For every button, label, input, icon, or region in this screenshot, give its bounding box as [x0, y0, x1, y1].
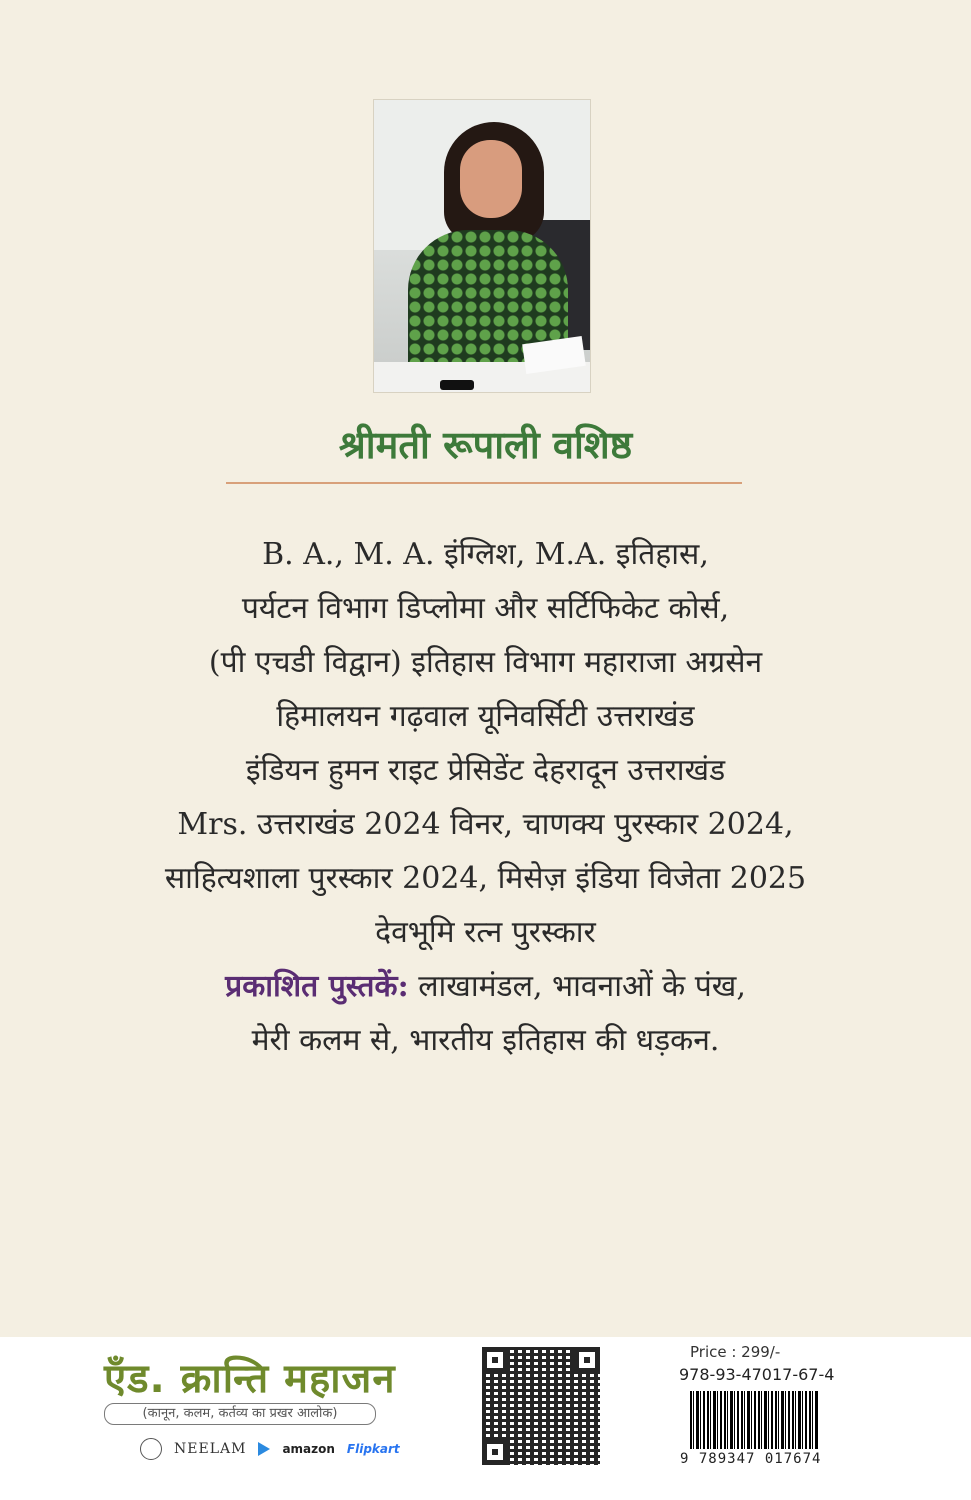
name-divider	[226, 482, 742, 484]
bio-line: पर्यटन विभाग डिप्लोमा और सर्टिफिकेट कोर्स,	[241, 591, 730, 626]
books-line-1	[40, 960, 931, 1014]
bio-line: देवभूमि रत्न पुरस्कार	[375, 915, 596, 950]
barcode	[690, 1391, 818, 1449]
qr-finder	[482, 1439, 508, 1465]
barcode-number: 9 789347 017674	[680, 1451, 822, 1467]
isbn-label: 978-93-47017-67-4	[679, 1365, 835, 1384]
bio-line: Mrs. उत्तराखंड 2024 विनर, चाणक्य पुरस्कार 2024,	[177, 807, 794, 842]
amazon-logo: amazon	[282, 1442, 335, 1456]
books-label: प्रकाशित पुस्तकें:	[225, 969, 409, 1004]
author-photo	[374, 100, 590, 392]
books-line-2: मेरी कलम से, भारतीय इतिहास की धड़कन.	[251, 1023, 720, 1058]
back-cover-footer	[0, 1337, 971, 1500]
publisher-logo: NEELAM	[174, 1441, 247, 1457]
qr-code	[482, 1347, 600, 1465]
price-label: Price : 299/-	[690, 1343, 781, 1361]
bio-line: B. A., M. A. इंग्लिश, M.A. इतिहास,	[262, 537, 709, 572]
qr-finder	[482, 1347, 508, 1373]
bio-line: इंडियन हुमन राइट प्रेसिडेंट देहरादून उत्तराखंड	[245, 753, 726, 788]
brand-tagline: (कानून, कलम, कर्तव्य का प्रखर आलोक)	[104, 1403, 376, 1425]
books-list-1: लाखामंडल, भावनाओं के पंख,	[408, 969, 746, 1004]
bio-line: (पी एचडी विद्वान) इतिहास विभाग महाराजा अग्रसेन	[208, 645, 763, 680]
qr-finder	[574, 1347, 600, 1373]
retailer-logos	[140, 1437, 400, 1461]
flipkart-logo: Flipkart	[346, 1442, 400, 1456]
brand-logo: एँड. क्रान्ति महाजन	[104, 1356, 396, 1402]
author-bio	[40, 528, 931, 1068]
author-name: श्रीमती रूपाली वशिष्ठ	[338, 422, 633, 467]
photo-phone	[440, 380, 474, 390]
seal-icon	[140, 1438, 162, 1460]
play-store-icon	[258, 1442, 270, 1456]
bio-line: हिमालयन गढ़वाल यूनिवर्सिटी उत्तराखंड	[276, 699, 695, 734]
photo-face	[460, 140, 522, 218]
bio-line: साहित्यशाला पुरस्कार 2024, मिसेज़ इंडिया विजेता 2025	[164, 861, 807, 896]
